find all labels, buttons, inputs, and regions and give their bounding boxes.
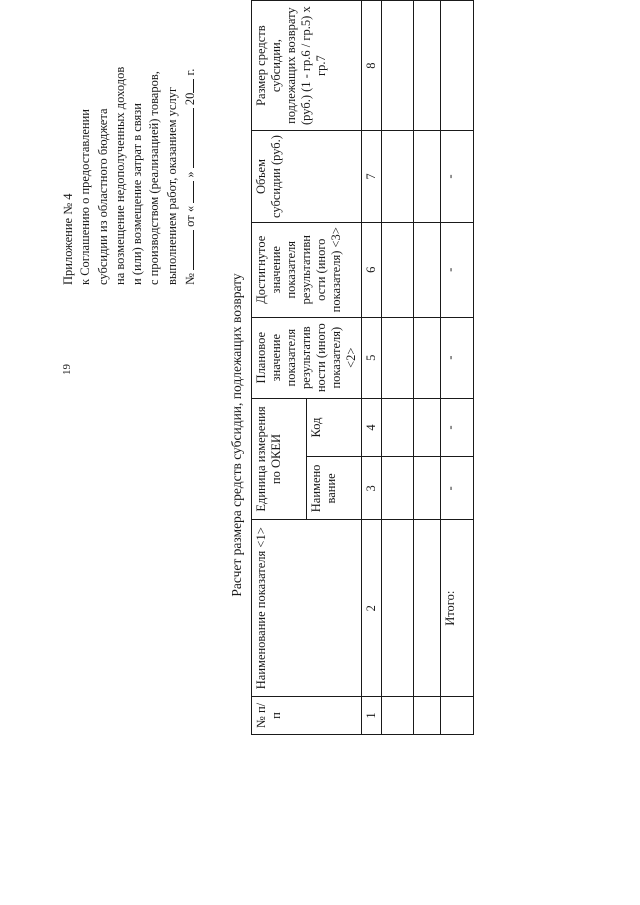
total-unit-name: - [441, 457, 474, 520]
month-blank [181, 108, 194, 168]
header-unit-code: Код [307, 398, 362, 457]
table-cell [382, 222, 414, 317]
table-cell [414, 222, 441, 317]
column-number: 4 [362, 398, 382, 457]
annex-header [60, 0, 199, 285]
table-cell [382, 457, 414, 520]
table-cell [414, 1, 441, 131]
table-cell [382, 696, 414, 734]
table-cell [414, 317, 441, 398]
day-blank [181, 181, 194, 203]
annex-line: выполнением работ, оказанием услуг [164, 86, 179, 285]
table-row [414, 1, 441, 735]
column-number: 3 [362, 457, 382, 520]
table-cell [382, 131, 414, 222]
header-subsidy-volume: Объем субсидии (руб.) [252, 131, 362, 222]
column-number-row [362, 1, 382, 735]
table-cell [382, 317, 414, 398]
annex-line: с производством (реализацией) товаров, [147, 71, 162, 285]
year-suffix: г. [183, 68, 198, 76]
annex-line: и (или) возмещение затрат в связи [130, 103, 145, 285]
header-achieved-value: Достигнутое значение показателя результативн ости (иного показателя) <3> [252, 222, 362, 317]
column-number: 6 [362, 222, 382, 317]
agreement-date-line [181, 0, 199, 285]
table-cell [382, 398, 414, 457]
refund-calculation-table [251, 0, 474, 735]
table-cell [414, 457, 441, 520]
column-number: 5 [362, 317, 382, 398]
annex-title: Приложение № 4 [61, 193, 75, 285]
total-refund-amount [441, 1, 474, 131]
annex-line: на возмещение недополученных доходов [112, 66, 127, 285]
header-indicator-name: Наименование показателя <1> [252, 520, 362, 697]
total-achieved: - [441, 222, 474, 317]
total-planned: - [441, 317, 474, 398]
column-number: 8 [362, 1, 382, 131]
column-number: 7 [362, 131, 382, 222]
annex-line: субсидии из областного бюджета [95, 108, 110, 285]
table-cell [414, 131, 441, 222]
total-row [441, 1, 474, 735]
annex-line: к Соглашению о предоставлении [78, 108, 93, 285]
table-title: Расчет размера средств субсидии, подлежащих возврату [229, 273, 244, 597]
table-cell [441, 696, 474, 734]
year-prefix: 20 [183, 92, 198, 106]
header-refund-amount: Размер средств субсидии, подлежащих возврату (руб.) (1 - гр.6 / гр.5) x гр.7 [252, 1, 362, 131]
table-cell [382, 1, 414, 131]
number-blank [181, 230, 194, 270]
header-unit-group: Единица измерения по ОКЕИ [252, 398, 307, 520]
column-number: 1 [362, 696, 382, 734]
number-sign: № [183, 273, 198, 285]
table-cell [414, 696, 441, 734]
page-number: 19 [61, 364, 73, 375]
table-row [382, 1, 414, 735]
table-cell [414, 398, 441, 457]
date-quote-close: » [183, 171, 198, 178]
date-from-label: от « [183, 205, 198, 227]
table-cell [382, 520, 414, 697]
header-row [252, 1, 307, 735]
year-blank [181, 79, 194, 93]
total-subsidy-volume: - [441, 131, 474, 222]
header-planned-value: Плановое значение показателя результатив ности (иного показателя) <2> [252, 317, 362, 398]
header-num: № п/п [252, 696, 362, 734]
header-unit-name: Наимено вание [307, 457, 362, 520]
column-number: 2 [362, 520, 382, 697]
table-cell [414, 520, 441, 697]
total-unit-code: - [441, 398, 474, 457]
total-label: Итого: [441, 520, 474, 697]
